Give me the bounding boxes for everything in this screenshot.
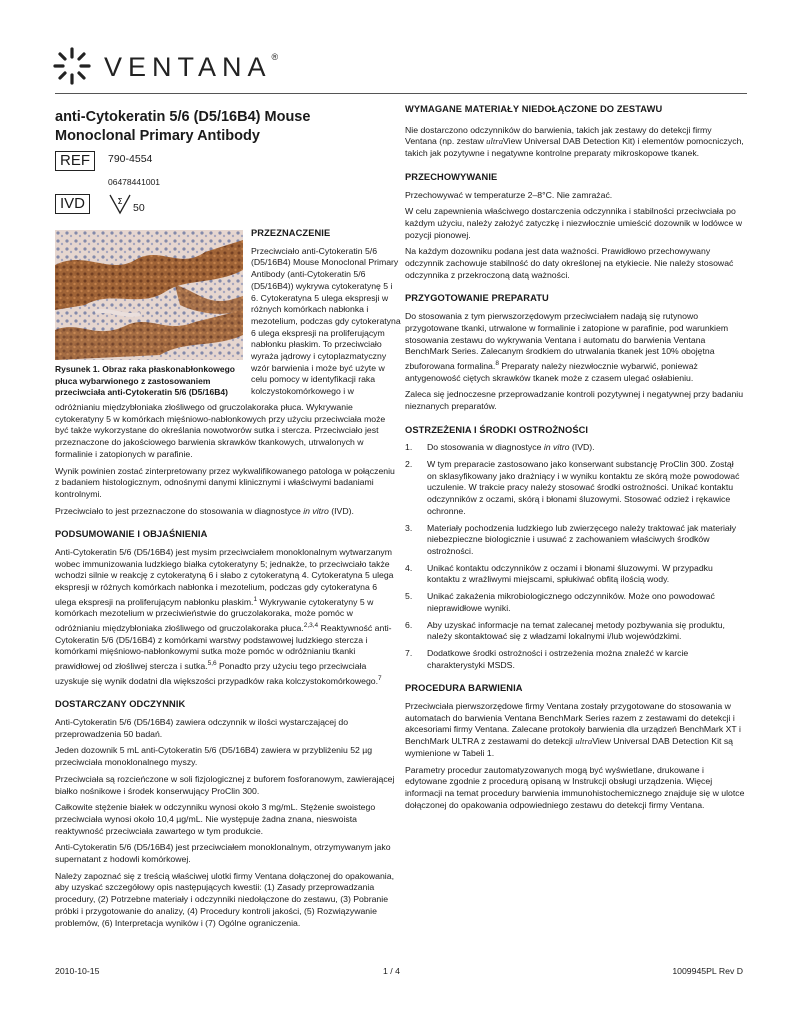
podsumowanie-text: Anti-Cytokeratin 5/6 (D5/16B4) jest mysim przeciwciałem monoklonalnym wytwarzanym wobec immunizowania ludzkiego białka cytokeratyny 5; jednakże, to przeciwciało także wchodzi silnie w reakcję z cytokeratyną 6 i słabo z cytokeratyną 4. Cytokeratyna 5 ulega ekspresji w różnych komórkach nabłonka i mezotelium, podczas gdy cytokeratyna 6 ulega ekspresji na proliferującym nabłonku płaskim.$^1$ Wykrywanie cytokeratyny 5 w komórkach mezotelium w przeciwieństwie do gruczolakoraka, może pomóc w odróżnianiu międzybłoniaka złośliwego od gruczolakoraka płuca.$^{2,3,4}$ Reaktywność anti-Cytokeratin 5/6 (D5/16B4) z komórkami warstwy podstawowej ludzkiego stercza i komórkami mięśniowo-nabłonkowymi sutka może pomóc w odróżnianiu tkanki prawidłowej od złośliwej stercza i sutka.$^{5,6}$ Ponadto przy użyciu tego przeciwciała uzyskuje się wynik dodatni dla większości przypadków raka kolczystokomórkowego.$^7$	[55, 547, 394, 686]
text-line: wzór barwienia i może być użyte w	[251, 362, 385, 373]
przeznaczenie-continued: odróżnianiu międzybłoniaka złośliwego od gruczolakoraka płuca. Wykrywanie cytokeratyny 5 w komórkach mięśniowo-nabłonkowych przy użyciu przeciwciała może być także wykorzystane do określania nowotworów sutka i stercza. Przeciwciało jest przeznaczone do jakościowego barwienia skrawków tkankowych, utrwalonych w formalinie i zatopionych w parafinie.	[55, 402, 386, 459]
text-line: Antibody (anti-Cytokeratin 5/6	[251, 269, 366, 280]
przeznaczenie-section	[251, 228, 401, 398]
text-line: 6 ulega ekspresji na proliferującym	[251, 327, 385, 338]
list-item: 7. Dodatkowe środki ostrożności i ostrzeżenia można znaleźć w karcie charakterystyki MSDS.	[405, 647, 689, 670]
text-line: (D5/16B4) Mouse Monoclonal Primary	[251, 257, 399, 268]
wymagane-heading: WYMAGANE MATERIAŁY NIEDOŁĄCZONE DO ZESTAWU	[405, 104, 663, 114]
catalog-number: 06478441001	[108, 177, 161, 187]
figure-caption: Rysunek 1. Obraz raka płaskonabłonkowego płuca wybarwionego z zastosowaniem przeciwciała anti-Cytokeratin 5/6 (D5/16B4)	[55, 364, 235, 397]
podsumowanie-heading: PODSUMOWANIE I OBJAŚNIENIA	[55, 529, 208, 540]
przechowywanie-p3: Na każdym dozowniku podana jest data ważności. Prawidłowo przechowywany odczynnik zachowuje stabilność do daty określonej na etykiecie. Nie należy stosować odczynnika z przekroczoną datą ważności.	[405, 246, 734, 280]
text-line: różnych komórkach nabłonka i	[251, 304, 369, 315]
list-item: 5. Unikać zakażenia mikrobiologicznego odczynników. Może ono powodować nieprawidłowe wyniki.	[405, 591, 715, 613]
list-item: 2. W tym preparacie zastosowano jako konserwant substancję ProClin 300. Zostął on sklasyfikowany jako drażniący i w wyniku kontaktu ze skórą może powodować uczulenie. W trakcie pracy należy stosować środki ostrożności. Unikać kontaktu odczynników z oczami, skórą i błonami śluzowymi. Stosować odzież i rękawice ochronne.	[405, 459, 740, 516]
footer-page: 1 / 4	[383, 966, 400, 976]
wymagane-text: Nie dostarczono odczynników do barwienia, takich jak zestawy do detekcji firmy Ventana (np. zestaw ultraView Universal DAB Detection Kit) i elementów pomocniczych, takich jak pozytywne i negatywne kontrolne preparaty mikroskopowe tkanek.	[405, 124, 744, 159]
text-line: mezotelium, podczas gdy cytokeratyna	[251, 315, 401, 326]
przeznaczenie-heading: PRZEZNACZENIE	[251, 228, 331, 238]
dostarczany-heading: DOSTARCZANY ODCZYNNIK	[55, 699, 186, 710]
list-item: 6. Aby uzyskać informacje na temat zalecanej metody pozbywania się produktu, należy skontaktować się z władzami lokalnymi i/lub wojewódzkimi.	[405, 619, 725, 642]
dostarczany-p4: Całkowite stężenie białek w odczynniku wynosi około 3 mg/mL. Stężenie swoistego przeciwciała wynosi około 10,4 µg/mL. Nie występuje żadna znana, nieswoista reaktywność przeciwciała zawartego w tym produkcie.	[55, 802, 376, 836]
product-title: anti-Cytokeratin 5/6 (D5/16B4) Mouse Monoclonal Primary Antibody	[55, 109, 311, 144]
przechowywanie-p2: W celu zapewnienia właściwego dostarczenia odczynnika i stabilności przeciwciała po każdym użyciu, należy założyć zatyczkę i niezwłocznie umieścić dozownik w lodówce w pozycji pionowej.	[405, 206, 743, 240]
ventana-burst-logo-icon	[52, 46, 92, 86]
text-line: celu pomocy w identyfikacji raka	[251, 374, 376, 385]
ostrzezenia-heading: OSTRZEŻENIA I ŚRODKI OSTROŻNOŚCI	[405, 424, 589, 435]
svg-text:Σ: Σ	[117, 197, 123, 206]
ivd-symbol: IVD	[55, 194, 90, 214]
dostarczany-p2: Jeden dozownik 5 mL anti-Cytokeratin 5/6 (D5/16B4) zawiera w przybliżeniu 52 µg przeciwciała monoklonalnego myszy.	[55, 745, 373, 768]
przeznaczenie-narrow-text	[251, 245, 401, 398]
text-line: (D5/16B4)) wykrywa cytokeratynę 5 i	[251, 280, 393, 291]
list-item: 3. Materiały pochodzenia ludzkiego lub zwierzęcego należy traktować jak materiały niebezpieczne biologicznie i usuwać z zachowaniem właściwych środków ostrożności.	[405, 522, 737, 556]
list-item: 1. Do stosowania w diagnostyce in vitro (IVD).	[405, 442, 595, 453]
tissue-staining-image	[55, 230, 243, 360]
ventana-logo-text: VENTANA®	[104, 52, 279, 82]
ostrzezenia-list	[405, 442, 745, 671]
dostarczany-p5: Anti-Cytokeratin 5/6 (D5/16B4) jest przeciwciałem monoklonalnym, otrzymywanym jako supernatant z hodowli komórkowej.	[55, 842, 391, 865]
przeznaczenie-ivd: Przeciwciało to jest przeznaczone do stosowania w diagnostyce in vitro (IVD).	[55, 505, 354, 516]
przygotowanie-heading: PRZYGOTOWANIE PREPARATU	[405, 293, 549, 304]
list-item: 4. Unikać kontaktu odczynników z oczami i błonami śluzowymi. W przypadku kontaktu z wrażliwymi miejscami, spłukiwać obfitą ilością wody.	[405, 562, 713, 585]
ref-code: 790-4554	[108, 153, 153, 165]
text-line: Przeciwciało anti-Cytokeratin 5/6	[251, 245, 378, 256]
przygotowanie-p2: Zaleca się jednoczesne przeprowadzanie kontroli pozytywnej i negatywnej przy badaniu nieznanych preparatów.	[405, 389, 744, 411]
przygotowanie-p1: Do stosowania z tym pierwszorzędowym przeciwciałem nadają się rutynowo przygotowane tkanki, utrwalone w formalinie i zatopione w parafinie, pod warunkiem stosowania zestawu do wykrywania Ventana i automatu do barwienia Ventana BenchMark Series. Zalecanym środkiem do utrwalania tkanek jest 10% obojętna zbuforowana formalina.$^8$ Preparaty należy niezwłocznie wybarwić, ponieważ antygenowość ciętych skrawków tkanek może z czasem ulegać osłabieniu.	[405, 311, 729, 383]
test-count: 50	[133, 202, 145, 214]
dostarczany-p1: Anti-Cytokeratin 5/6 (D5/16B4) zawiera odczynnik w ilości wystarczającej do przeprowadzenia 50 badań.	[55, 717, 349, 739]
left-column	[55, 402, 395, 934]
dostarczany-p6: Należy zapoznać się z treścią właściwej ulotki firmy Ventana dołączonej do opakowania, aby uzyskać szczegółowy opis następujących kwestii: (1) Zasady przeprowadzania procedury, (2) Potrzebne materiały i odczynniki niedołączone do zestawu, (3) Pobranie próbki i przygotowanie do analizy, (4) Procedury kontroli jakości, (5) Rozwiązywanie problemów, (6) Interpretacja wyników i (7) Ogólne ograniczenia.	[55, 870, 394, 928]
text-line: kolczystokomórkowego i w	[251, 386, 354, 397]
text-line: 6. Cytokeratyna 5 ulega ekspresji w	[251, 292, 389, 303]
procedura-p1: Przeciwciała pierwszorzędowe firmy Ventana zostały przygotowane do stosowania w automatach do barwienia Ventana BenchMark Series razem z zestawami do detekcji i akcesoriami firmy Ventana. Zalecane protokoły barwienia dla urządzeń BenchMark XT i BenchMark ULTRA z zestawami do detekcji ultraView Universal DAB Detection Kit są wymienione w Tabeli 1.	[405, 701, 741, 758]
sigma-tests-icon	[108, 193, 132, 215]
ref-symbol: REF	[55, 151, 95, 171]
procedura-p2: Parametry procedur zautomatyzowanych mogą być wyświetlane, drukowane i edytowane zgodnie z procedurą opisaną w Instrukcji obsługi urządzenia. Więcej informacji na temat procedury barwienia immunohistochemicznego znajduje się w ulotce dołączonej do opakowania odpowiedniego zestawu do detekcji firmy Ventana.	[405, 764, 745, 810]
footer-doc-id: 1009945PL Rev D	[672, 966, 743, 976]
przechowywanie-p1: Przechowywać w temperaturze 2–8°C. Nie zamrażać.	[405, 189, 613, 200]
header-divider	[55, 93, 747, 94]
text-line: wyraża jądrowy i cytoplazmatyczny	[251, 351, 387, 362]
text-line: nabłonku płaskim. To przeciwciało	[251, 339, 382, 350]
footer-date: 2010-10-15	[55, 966, 100, 976]
przechowywanie-heading: PRZECHOWYWANIE	[405, 171, 498, 182]
procedura-heading: PROCEDURA BARWIENIA	[405, 683, 523, 694]
przeznaczenie-interpretation: Wynik powinien zostać zinterpretowany przez wykwalifikowanego patologa w połączeniu z badaniem histologicznym, odnośnymi danymi klinicznymi i właściwymi badaniami kontrolnymi.	[55, 465, 395, 499]
right-column	[405, 104, 745, 816]
dostarczany-p3: Przeciwciała są rozcieńczone w soli fizjologicznej z buforem fosforanowym, zawierającej białko nośnikowe i środek konserwujący ProClin 300.	[55, 773, 395, 796]
